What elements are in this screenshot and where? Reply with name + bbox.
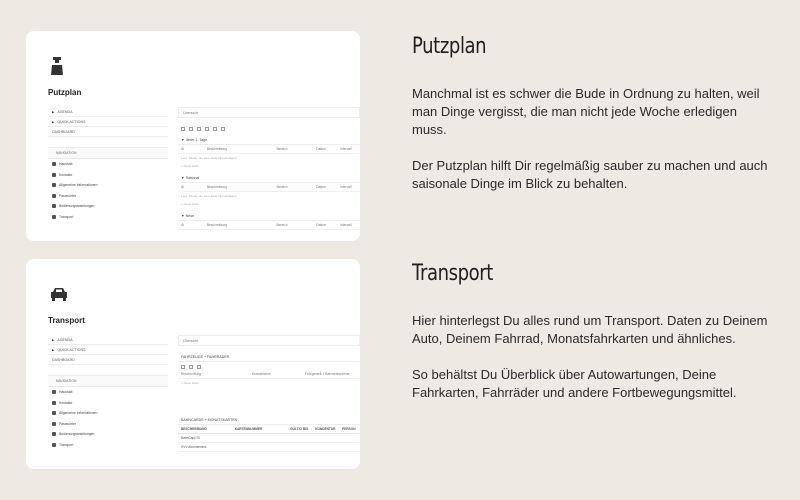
putzplan-screenshot-card: [26, 31, 360, 241]
sidebar: [48, 335, 168, 450]
main-panel: [178, 107, 360, 230]
column-headers: ⚙ Beschreibung Bereich Datum Intervall: [178, 183, 360, 192]
sidebar-quick-actions[interactable]: ▶ QUICK ACTIONS: [48, 345, 168, 355]
nav-item[interactable]: Bedienungsanleitungen: [48, 201, 168, 212]
nav-item[interactable]: Transport: [48, 212, 168, 223]
nav-item[interactable]: Allgemeine Informationen: [48, 408, 168, 419]
navigation-header: NAVIGATION: [48, 147, 168, 159]
table-row[interactable]: HVV Abonnement: [178, 443, 360, 452]
sidebar-agenda[interactable]: ▶ AGENDA: [48, 107, 168, 117]
transport-description: [412, 259, 772, 402]
group-header[interactable]: ▼ Jeder 1. Tage: [178, 136, 360, 145]
paragraph: Manchmal ist es schwer die Bude in Ordnung zu halten, weil man Dinge vergisst, die man nicht jede Woche erledigen muss.: [412, 86, 760, 137]
main-panel: [178, 335, 360, 452]
overview-header: Übersicht: [178, 335, 360, 346]
nav-item[interactable]: Passwörter: [48, 191, 168, 202]
column-headers: ⚙ Beschreibung Bereich Datum Intervall: [178, 145, 360, 154]
nav-item[interactable]: Allgemeine Informationen: [48, 180, 168, 191]
nav-item[interactable]: Haushalt: [48, 159, 168, 170]
add-row-button[interactable]: + Neue Zeile: [181, 381, 199, 385]
nav-item[interactable]: Kontakte: [48, 398, 168, 409]
empty-hint: Leer. Klicke, um eine Zeile hinzuzufügen: [181, 194, 237, 198]
car-icon: [50, 287, 68, 301]
card-title: Transport: [48, 316, 85, 325]
add-row-button[interactable]: + Neue Zeile: [181, 202, 199, 206]
table-header: BESCHREIBUNG KARTENNUMMER GÜLTIG BIS KUNDENTUR PERSON: [178, 425, 360, 434]
vehicles-label: FAHRZEUGE + FAHRRÄDER: [178, 352, 360, 362]
group-header[interactable]: ▼ Saisonal: [178, 174, 360, 183]
transport-screenshot-card: [26, 259, 360, 469]
section-heading: Putzplan: [412, 34, 487, 59]
putzplan-description: [412, 32, 772, 193]
nav-item[interactable]: Kontakte: [48, 170, 168, 181]
nav-item[interactable]: Bedienungsanleitungen: [48, 429, 168, 440]
section-heading: Transport: [412, 261, 493, 286]
group-header[interactable]: ▼ Neue: [178, 212, 360, 221]
view-toolbar[interactable]: [178, 126, 360, 132]
tickets-label: BAHNCARDS + MONATSKARTEN: [178, 415, 360, 425]
add-row-button[interactable]: + Neue Zeile: [181, 164, 199, 168]
paragraph: Hier hinterlegst Du alles rund um Transport. Daten zu Deinem Auto, Deinem Fahrrad, Monatsfahrkarten und ähnliches.: [412, 313, 768, 346]
paragraph: So behältst Du Überblick über Autowartungen, Deine Fahrkarten, Fahrräder und andere Fortbewegungsmittel.: [412, 367, 737, 400]
navigation-header: NAVIGATION: [48, 375, 168, 387]
column-headers: Beschreibung Kennzeichen Fahrgestell- / Rahmennummer: [178, 370, 360, 379]
cleaning-bottle-icon: [50, 57, 64, 75]
nav-item[interactable]: Passwörter: [48, 419, 168, 430]
sidebar-dashboard[interactable]: DASHBOARD: [48, 355, 168, 365]
nav-item[interactable]: Transport: [48, 440, 168, 451]
table-row[interactable]: BahnCard 25: [178, 434, 360, 443]
column-headers: ⚙ Beschreibung Bereich Datum Intervall: [178, 221, 360, 230]
card-title: Putzplan: [48, 88, 82, 97]
sidebar-dashboard[interactable]: DASHBOARD: [48, 127, 168, 137]
sidebar-agenda[interactable]: ▶ AGENDA: [48, 335, 168, 345]
empty-hint: Leer. Klicke, um eine Zeile hinzuzufügen: [181, 156, 237, 160]
nav-item[interactable]: Haushalt: [48, 387, 168, 398]
sidebar: [48, 107, 168, 222]
overview-header: Übersicht: [178, 107, 360, 118]
sidebar-quick-actions[interactable]: ▶ QUICK ACTIONS: [48, 117, 168, 127]
paragraph: Der Putzplan hilft Dir regelmäßig sauber zu machen und auch saisonale Dinge im Blick zu behalten.: [412, 158, 768, 191]
